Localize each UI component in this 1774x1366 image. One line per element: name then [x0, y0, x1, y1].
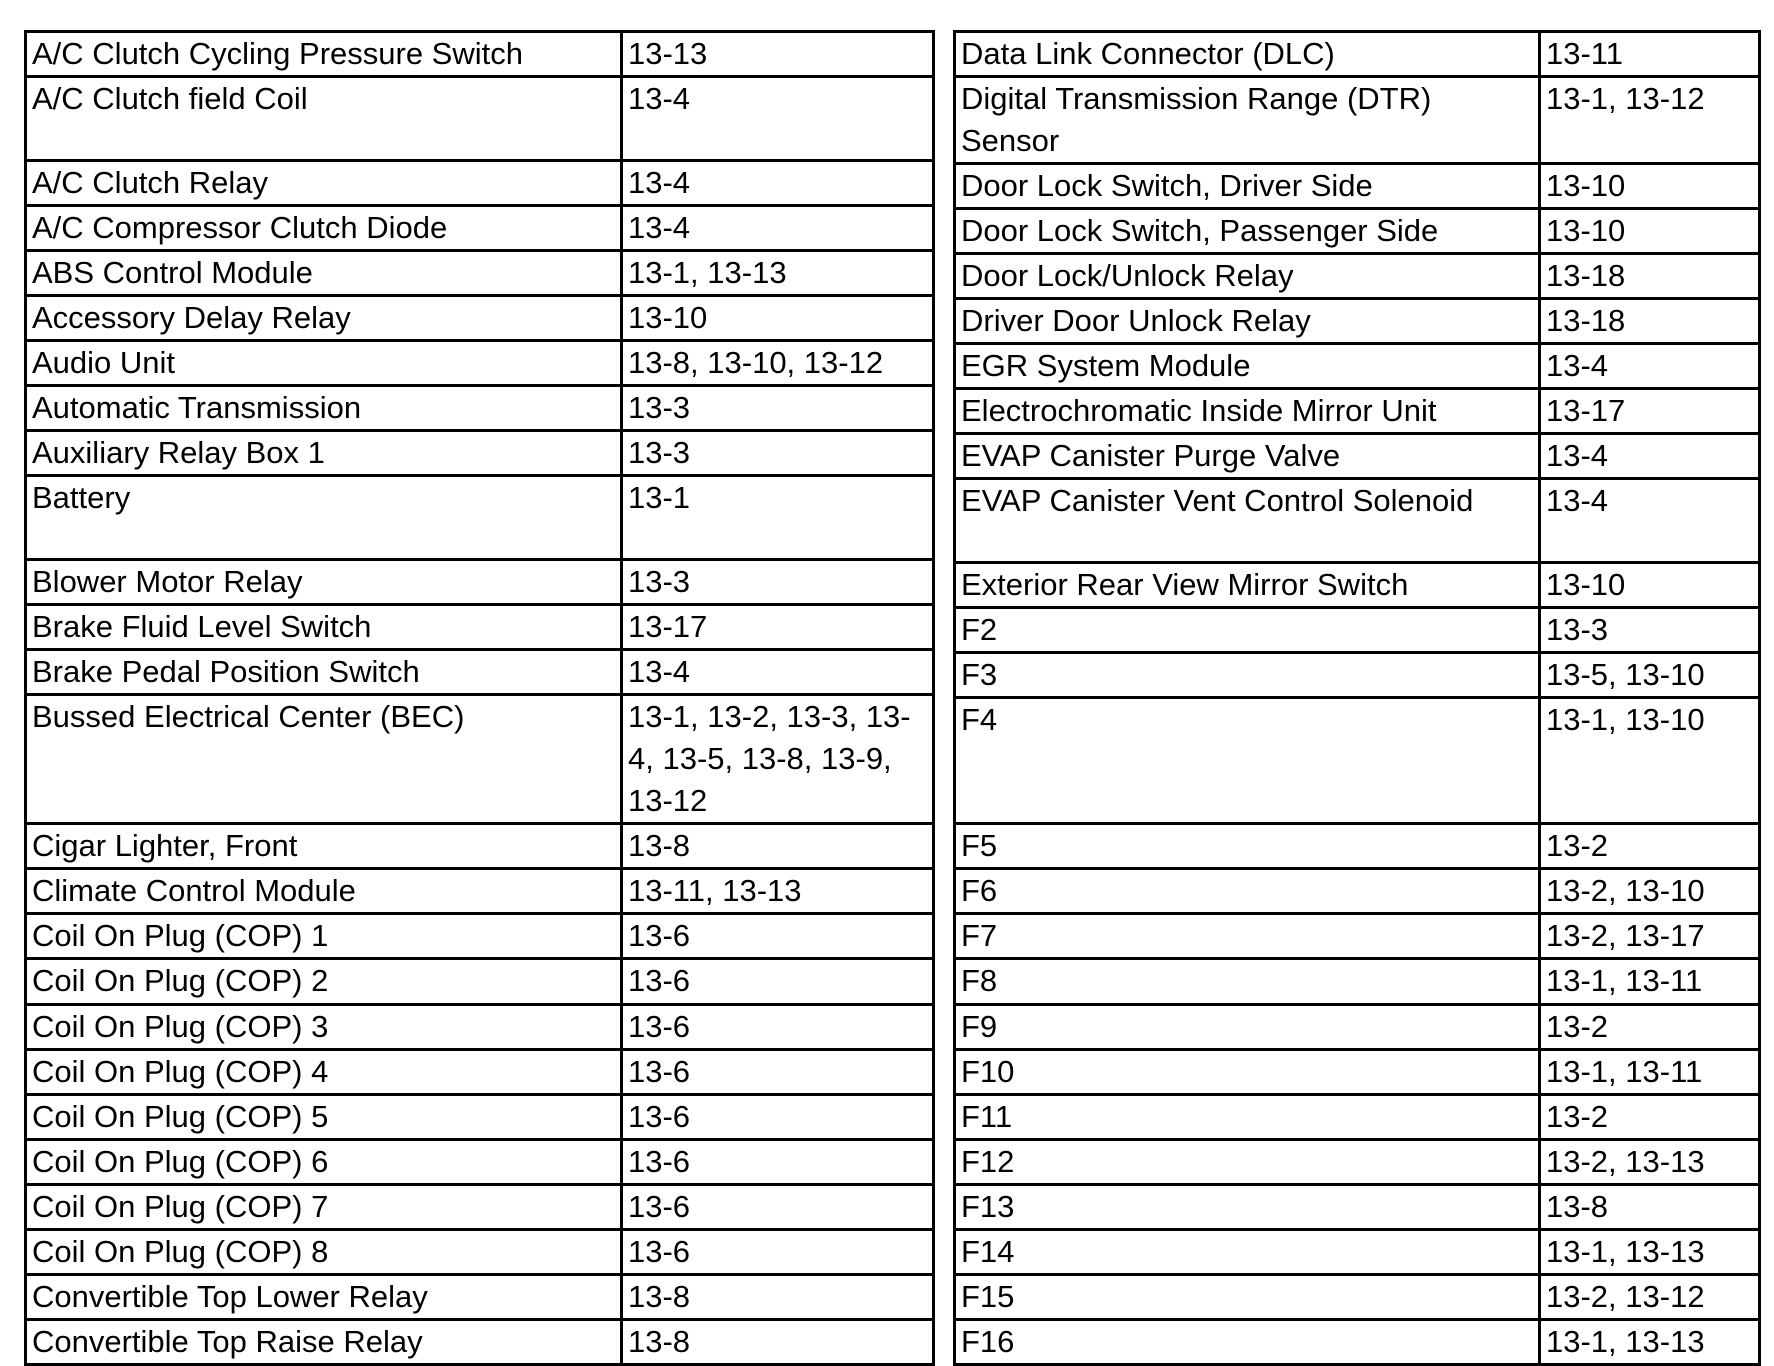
component-name-cell: Data Link Connector (DLC)	[955, 32, 1540, 77]
page-reference-cell: 13-1, 13-12	[1540, 77, 1760, 164]
component-name-cell: EVAP Canister Vent Control Solenoid	[955, 479, 1540, 563]
table-row	[955, 608, 1760, 653]
page-reference-cell: 13-6	[622, 959, 934, 1005]
table-row	[26, 1275, 934, 1320]
page-reference-cell: 13-3	[1540, 608, 1760, 653]
table-row	[26, 206, 934, 251]
page-reference-cell: 13-4	[622, 77, 934, 161]
table-row	[26, 1320, 934, 1365]
table-row	[26, 1095, 934, 1140]
component-name-cell: F10	[955, 1050, 1540, 1095]
component-name-cell: Door Lock Switch, Passenger Side	[955, 209, 1540, 254]
component-name-cell: Coil On Plug (COP) 2	[26, 959, 622, 1005]
component-name-cell: F13	[955, 1185, 1540, 1230]
table-row	[26, 914, 934, 959]
component-index-table-right	[953, 30, 1761, 1366]
component-name-cell: Brake Fluid Level Switch	[26, 605, 622, 650]
page-reference-cell: 13-2, 13-12	[1540, 1275, 1760, 1320]
page-reference-cell: 13-4	[1540, 344, 1760, 389]
table-row	[26, 341, 934, 386]
component-name-cell: F11	[955, 1095, 1540, 1140]
table-row	[26, 431, 934, 476]
table-row	[955, 1185, 1760, 1230]
page-reference-cell: 13-4	[1540, 434, 1760, 479]
component-name-cell: A/C Clutch Relay	[26, 161, 622, 206]
page-reference-cell: 13-1, 13-13	[1540, 1320, 1760, 1365]
component-name-cell: Convertible Top Lower Relay	[26, 1275, 622, 1320]
table-row	[26, 251, 934, 296]
component-name-cell: Audio Unit	[26, 341, 622, 386]
page-reference-cell: 13-1	[622, 476, 934, 560]
component-name-cell: Coil On Plug (COP) 6	[26, 1140, 622, 1185]
page-reference-cell: 13-4	[622, 650, 934, 695]
component-name-cell: Door Lock Switch, Driver Side	[955, 164, 1540, 209]
component-name-cell: Coil On Plug (COP) 8	[26, 1230, 622, 1275]
page-reference-cell: 13-2, 13-17	[1540, 914, 1760, 959]
component-name-cell: A/C Compressor Clutch Diode	[26, 206, 622, 251]
table-row	[26, 1230, 934, 1275]
table-row	[955, 1275, 1760, 1320]
table-row	[26, 605, 934, 650]
table-row	[955, 824, 1760, 869]
component-name-cell: Automatic Transmission	[26, 386, 622, 431]
component-name-cell: Digital Transmission Range (DTR) Sensor	[955, 77, 1540, 164]
page-reference-cell: 13-10	[1540, 164, 1760, 209]
page-reference-cell: 13-8, 13-10, 13-12	[622, 341, 934, 386]
page-reference-cell: 13-11	[1540, 32, 1760, 77]
page-reference-cell: 13-2	[1540, 824, 1760, 869]
component-name-cell: F2	[955, 608, 1540, 653]
component-name-cell: Electrochromatic Inside Mirror Unit	[955, 389, 1540, 434]
component-index-table-left	[24, 30, 935, 1366]
page-reference-cell: 13-1, 13-2, 13-3, 13-4, 13-5, 13-8, 13-9, 13-12	[622, 695, 934, 824]
table-row	[955, 32, 1760, 77]
page-reference-cell: 13-1, 13-10	[1540, 698, 1760, 824]
page-reference-cell: 13-13	[622, 32, 934, 77]
page-reference-cell: 13-10	[1540, 209, 1760, 254]
page-reference-cell: 13-4	[622, 161, 934, 206]
table-row	[26, 695, 934, 824]
page-reference-cell: 13-2, 13-13	[1540, 1140, 1760, 1185]
table-row	[955, 1005, 1760, 1050]
component-name-cell: Brake Pedal Position Switch	[26, 650, 622, 695]
table-row	[26, 650, 934, 695]
page-reference-cell: 13-6	[622, 1095, 934, 1140]
table-row	[955, 563, 1760, 608]
component-name-cell: EGR System Module	[955, 344, 1540, 389]
table-row	[26, 476, 934, 560]
component-name-cell: EVAP Canister Purge Valve	[955, 434, 1540, 479]
component-name-cell: F3	[955, 653, 1540, 698]
table-row	[26, 560, 934, 605]
table-row	[26, 869, 934, 914]
page-reference-cell: 13-1, 13-13	[1540, 1230, 1760, 1275]
component-name-cell: F8	[955, 959, 1540, 1005]
component-name-cell: A/C Clutch Cycling Pressure Switch	[26, 32, 622, 77]
table-row	[955, 254, 1760, 299]
left-table-body	[26, 32, 934, 1365]
component-name-cell: F14	[955, 1230, 1540, 1275]
table-row	[955, 1140, 1760, 1185]
table-row	[955, 1095, 1760, 1140]
table-row	[26, 1185, 934, 1230]
component-name-cell: Coil On Plug (COP) 1	[26, 914, 622, 959]
component-name-cell: Convertible Top Raise Relay	[26, 1320, 622, 1365]
table-row	[955, 1050, 1760, 1095]
table-row	[26, 386, 934, 431]
table-row	[955, 1230, 1760, 1275]
page-reference-cell: 13-18	[1540, 299, 1760, 344]
page-reference-cell: 13-4	[1540, 479, 1760, 563]
component-name-cell: Exterior Rear View Mirror Switch	[955, 563, 1540, 608]
page-reference-cell: 13-17	[1540, 389, 1760, 434]
page-reference-cell: 13-10	[622, 296, 934, 341]
table-row	[955, 869, 1760, 914]
component-name-cell: F9	[955, 1005, 1540, 1050]
component-name-cell: Coil On Plug (COP) 4	[26, 1050, 622, 1095]
page-reference-cell: 13-3	[622, 431, 934, 476]
page-reference-cell: 13-1, 13-11	[1540, 959, 1760, 1005]
table-row	[955, 1320, 1760, 1365]
table-row	[26, 1050, 934, 1095]
page-reference-cell: 13-6	[622, 914, 934, 959]
table-row	[955, 77, 1760, 164]
component-name-cell: F15	[955, 1275, 1540, 1320]
table-row	[26, 77, 934, 161]
table-row	[26, 32, 934, 77]
page-reference-cell: 13-5, 13-10	[1540, 653, 1760, 698]
page-reference-cell: 13-1, 13-13	[622, 251, 934, 296]
table-row	[955, 344, 1760, 389]
component-name-cell: ABS Control Module	[26, 251, 622, 296]
page-reference-cell: 13-6	[622, 1230, 934, 1275]
page-reference-cell: 13-2, 13-10	[1540, 869, 1760, 914]
table-row	[955, 914, 1760, 959]
component-name-cell: Door Lock/Unlock Relay	[955, 254, 1540, 299]
component-name-cell: Blower Motor Relay	[26, 560, 622, 605]
component-name-cell: F12	[955, 1140, 1540, 1185]
table-row	[955, 959, 1760, 1005]
page-reference-cell: 13-6	[622, 1185, 934, 1230]
table-row	[955, 299, 1760, 344]
page-reference-cell: 13-4	[622, 206, 934, 251]
table-row	[26, 1140, 934, 1185]
component-name-cell: Climate Control Module	[26, 869, 622, 914]
page-reference-cell: 13-6	[622, 1140, 934, 1185]
table-row	[955, 434, 1760, 479]
right-table-body	[955, 32, 1760, 1365]
table-row	[955, 389, 1760, 434]
component-name-cell: F4	[955, 698, 1540, 824]
table-row	[955, 653, 1760, 698]
table-row	[955, 698, 1760, 824]
component-name-cell: F6	[955, 869, 1540, 914]
page-reference-cell: 13-6	[622, 1050, 934, 1095]
component-name-cell: Cigar Lighter, Front	[26, 824, 622, 869]
page-reference-cell: 13-8	[1540, 1185, 1760, 1230]
component-name-cell: Bussed Electrical Center (BEC)	[26, 695, 622, 824]
table-row	[955, 209, 1760, 254]
table-row	[955, 164, 1760, 209]
table-row	[26, 161, 934, 206]
component-name-cell: F7	[955, 914, 1540, 959]
table-row	[26, 296, 934, 341]
page-reference-cell: 13-11, 13-13	[622, 869, 934, 914]
page-reference-cell: 13-2	[1540, 1095, 1760, 1140]
component-name-cell: Auxiliary Relay Box 1	[26, 431, 622, 476]
page-reference-cell: 13-3	[622, 386, 934, 431]
component-name-cell: Coil On Plug (COP) 5	[26, 1095, 622, 1140]
component-name-cell: Accessory Delay Relay	[26, 296, 622, 341]
page-reference-cell: 13-10	[1540, 563, 1760, 608]
table-row	[26, 959, 934, 1005]
page-reference-cell: 13-8	[622, 1275, 934, 1320]
table-row	[26, 1005, 934, 1050]
component-name-cell: A/C Clutch field Coil	[26, 77, 622, 161]
page-reference-cell: 13-18	[1540, 254, 1760, 299]
component-name-cell: Coil On Plug (COP) 3	[26, 1005, 622, 1050]
page-reference-cell: 13-2	[1540, 1005, 1760, 1050]
page-reference-cell: 13-8	[622, 824, 934, 869]
page-reference-cell: 13-3	[622, 560, 934, 605]
component-name-cell: F16	[955, 1320, 1540, 1365]
component-name-cell: Driver Door Unlock Relay	[955, 299, 1540, 344]
component-name-cell: Battery	[26, 476, 622, 560]
page-reference-cell: 13-17	[622, 605, 934, 650]
page-reference-cell: 13-1, 13-11	[1540, 1050, 1760, 1095]
page-reference-cell: 13-8	[622, 1320, 934, 1365]
table-row	[26, 824, 934, 869]
component-name-cell: F5	[955, 824, 1540, 869]
component-name-cell: Coil On Plug (COP) 7	[26, 1185, 622, 1230]
page-reference-cell: 13-6	[622, 1005, 934, 1050]
table-row	[955, 479, 1760, 563]
